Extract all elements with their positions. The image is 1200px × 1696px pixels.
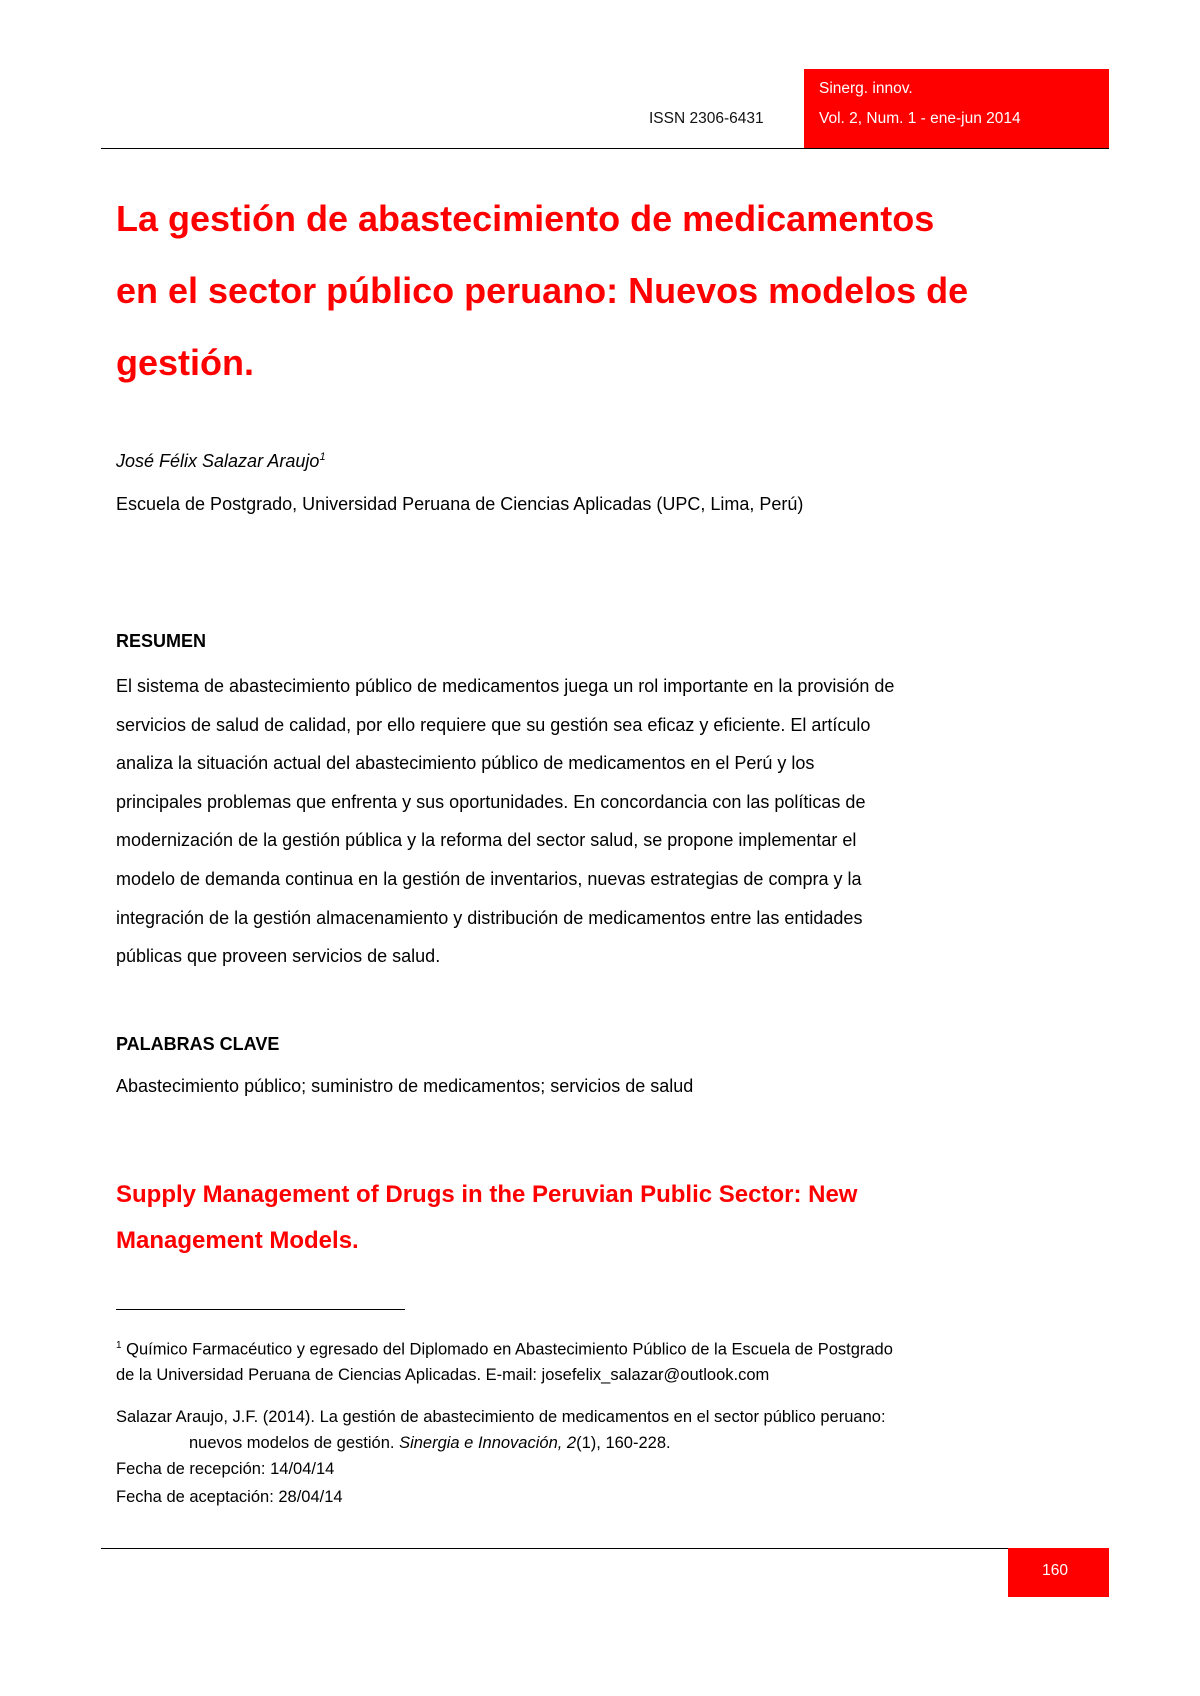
footer-divider: [101, 1548, 1109, 1549]
journal-badge: [804, 69, 1109, 148]
footnote-text-line1: Químico Farmacéutico y egresado del Diplomado en Abastecimiento Público de la Escuela de Postgrado: [126, 1340, 893, 1359]
citation-title-tail: nuevos modelos de gestión.: [189, 1434, 400, 1452]
abstract-heading: RESUMEN: [116, 631, 207, 651]
citation-line1: Salazar Araujo, J.F. (2014). La gestión de abastecimiento de medicamentos en el sector público peruano:: [116, 1408, 886, 1426]
footnote-divider: [116, 1309, 405, 1310]
footnote: [116, 1333, 1106, 1388]
citation-line2: [116, 1430, 1106, 1456]
citation: [116, 1404, 1106, 1456]
page-number-badge: [1008, 1548, 1109, 1597]
footnote-mark: 1: [116, 1340, 122, 1351]
accepted-date: Fecha de aceptación: 28/04/14: [116, 1488, 343, 1506]
journal-issue: Vol. 2, Num. 1 - ene-jun 2014: [819, 110, 1021, 127]
citation-issue: (1), 160-228.: [576, 1434, 671, 1452]
author-line: [116, 451, 326, 472]
citation-journal: Sinergia e Innovación, 2: [399, 1434, 577, 1452]
received-date: Fecha de recepción: 14/04/14: [116, 1460, 335, 1478]
abstract-text: El sistema de abastecimiento público de medicamentos juega un rol importante en la provisión de servicios de salud de calidad, por ello requiere que su gestión sea eficaz y eficiente. El artículo analiza la situación actual del abastecimiento público de medicamentos en el Perú y los principales problemas que enfrenta y sus oportunidades. En concordancia con las políticas de modernización de la gestión pública y la reforma del sector salud, se propone implementar el modelo de demanda continua en la gestión de inventarios, nuevas estrategias de compra y la integración de la gestión almacenamiento y distribución de medicamentos entre las entidades públicas que proveen servicios de salud.: [116, 676, 895, 967]
page-number: 160: [1042, 1562, 1068, 1579]
author-footnote-mark: 1: [319, 451, 326, 463]
author-name: José Félix Salazar Araujo: [116, 451, 320, 471]
english-title: Supply Management of Drugs in the Peruvian Public Sector: New Management Models.: [116, 1181, 858, 1254]
keywords-text: Abastecimiento público; suministro de medicamentos; servicios de salud: [116, 1076, 694, 1096]
header-divider: [101, 148, 1109, 149]
keywords-heading: PALABRAS CLAVE: [116, 1034, 280, 1054]
journal-name: Sinerg. innov.: [819, 80, 913, 97]
article-title: La gestión de abastecimiento de medicamentos en el sector público peruano: Nuevos modelos de gestión.: [116, 198, 969, 383]
author-affiliation: Escuela de Postgrado, Universidad Peruana de Ciencias Aplicadas (UPC, Lima, Perú): [116, 494, 804, 514]
footnote-text-line2: de la Universidad Peruana de Ciencias Aplicadas. E-mail: josefelix_salazar@outlook.com: [116, 1365, 770, 1384]
issn-label: ISSN 2306-6431: [649, 110, 764, 127]
